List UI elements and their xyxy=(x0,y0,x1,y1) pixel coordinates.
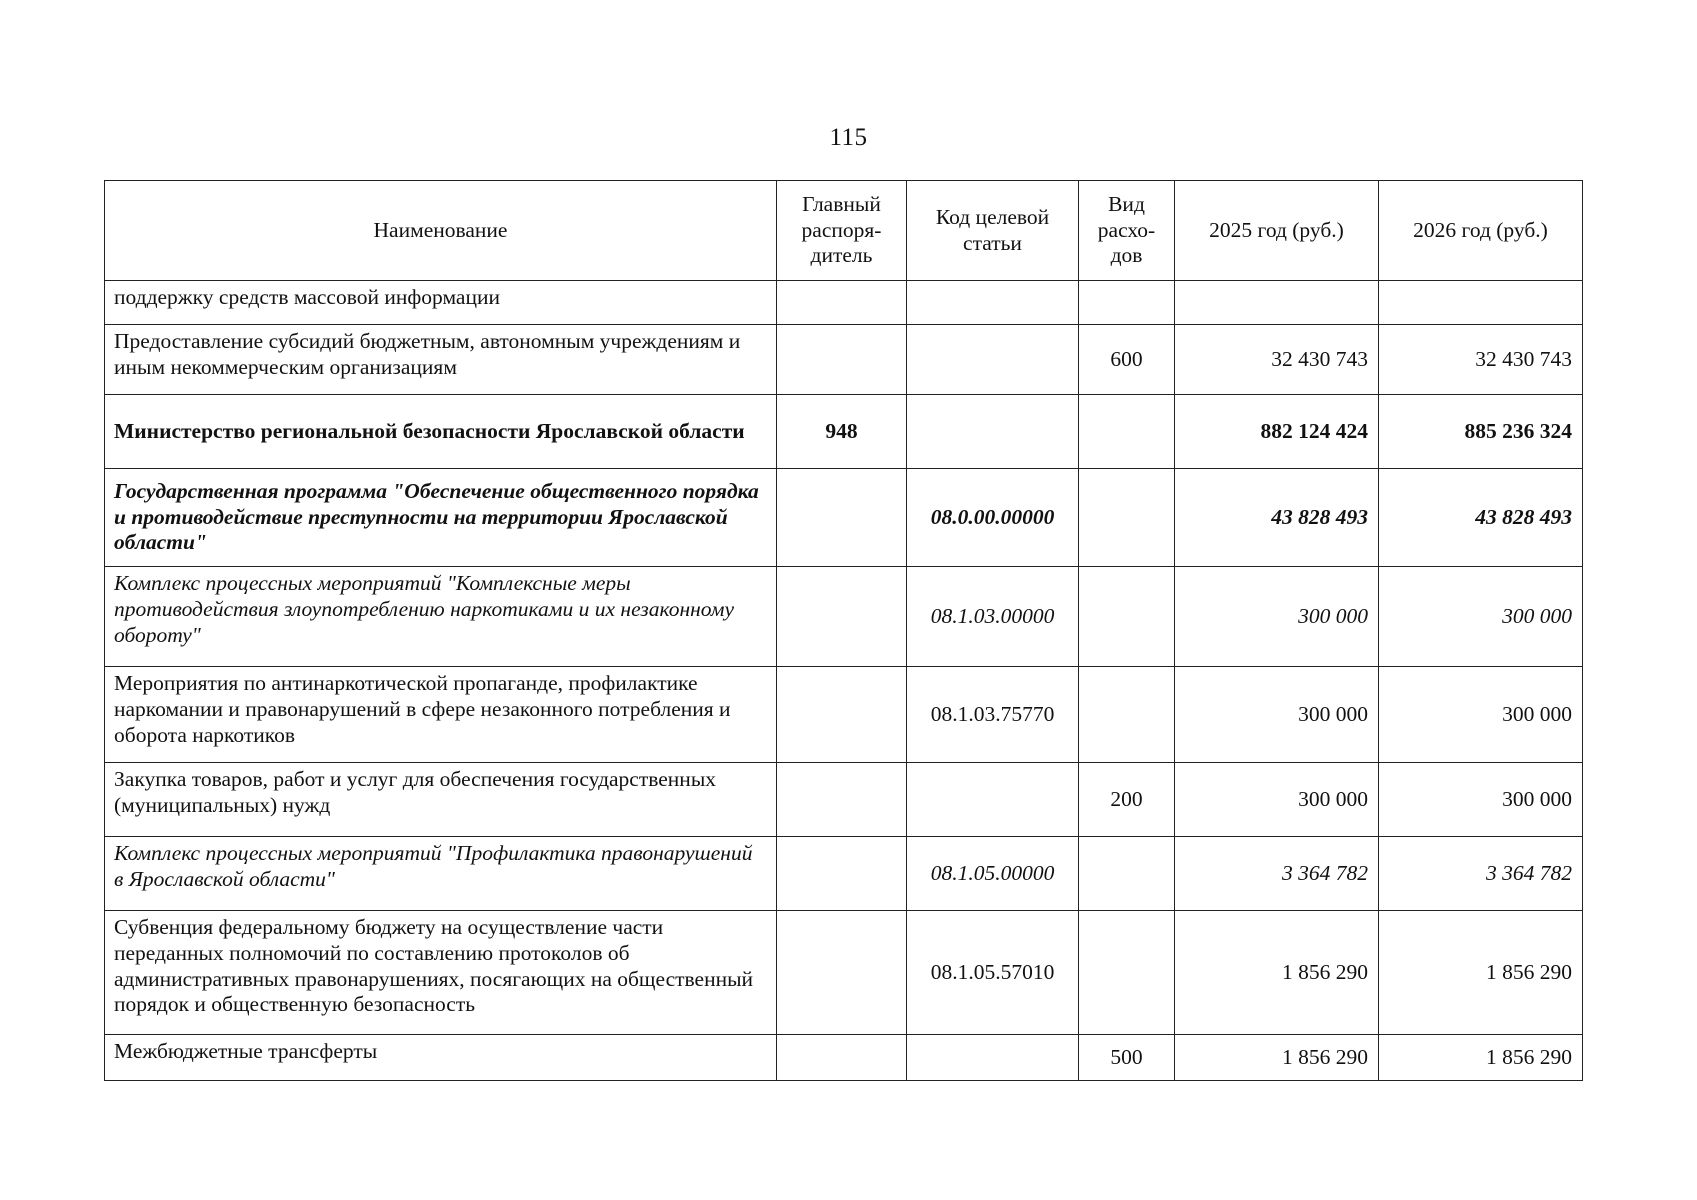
table-row xyxy=(105,911,1583,1035)
row-year-2025: 43 828 493 xyxy=(1175,469,1379,567)
row-year-2025: 300 000 xyxy=(1175,567,1379,667)
table-row xyxy=(105,325,1583,395)
header-expense-type: Вид расхо-дов xyxy=(1079,181,1175,281)
row-year-2025: 1 856 290 xyxy=(1175,1035,1379,1081)
row-manager xyxy=(777,763,907,837)
row-expense-type xyxy=(1079,395,1175,469)
row-year-2025: 882 124 424 xyxy=(1175,395,1379,469)
row-code: 08.1.05.57010 xyxy=(907,911,1079,1035)
row-year-2026: 300 000 xyxy=(1379,763,1583,837)
header-year-2025: 2025 год (руб.) xyxy=(1175,181,1379,281)
row-name: Мероприятия по антинаркотической пропаганде, профилактике наркомании и правонарушений в сфере незаконного потребления и оборота наркотиков xyxy=(105,667,777,763)
page-number: 115 xyxy=(829,124,868,151)
table-row xyxy=(105,1035,1583,1081)
row-manager xyxy=(777,567,907,667)
row-year-2026: 1 856 290 xyxy=(1379,1035,1583,1081)
row-expense-type xyxy=(1079,281,1175,325)
row-expense-type xyxy=(1079,837,1175,911)
row-name: Закупка товаров, работ и услуг для обеспечения государственных (муниципальных) нужд xyxy=(105,763,777,837)
header-name: Наименование xyxy=(105,181,777,281)
row-name: поддержку средств массовой информации xyxy=(105,281,777,325)
row-name: Государственная программа "Обеспечение общественного порядка и противодействие преступности на территории Ярославской области" xyxy=(105,469,777,567)
row-manager xyxy=(777,911,907,1035)
budget-table xyxy=(104,180,1583,1081)
table-row xyxy=(105,395,1583,469)
row-code xyxy=(907,395,1079,469)
row-name: Комплекс процессных мероприятий "Профилактика правонарушений в Ярославской области" xyxy=(105,837,777,911)
row-manager xyxy=(777,1035,907,1081)
row-year-2026 xyxy=(1379,281,1583,325)
row-expense-type: 500 xyxy=(1079,1035,1175,1081)
row-year-2026: 3 364 782 xyxy=(1379,837,1583,911)
row-expense-type xyxy=(1079,469,1175,567)
table-row xyxy=(105,567,1583,667)
table-header-row xyxy=(105,181,1583,281)
row-name: Предоставление субсидий бюджетным, автономным учреждениям и иным некоммерческим организациям xyxy=(105,325,777,395)
header-year-2026: 2026 год (руб.) xyxy=(1379,181,1583,281)
row-code: 08.0.00.00000 xyxy=(907,469,1079,567)
table-row xyxy=(105,469,1583,567)
row-name: Комплекс процессных мероприятий "Комплексные меры противодействия злоупотреблению наркотиками и их незаконному обороту" xyxy=(105,567,777,667)
row-expense-type: 600 xyxy=(1079,325,1175,395)
header-code: Код целевой статьи xyxy=(907,181,1079,281)
row-year-2025: 300 000 xyxy=(1175,763,1379,837)
table-row xyxy=(105,763,1583,837)
row-year-2025: 300 000 xyxy=(1175,667,1379,763)
row-code: 08.1.05.00000 xyxy=(907,837,1079,911)
row-expense-type: 200 xyxy=(1079,763,1175,837)
row-code xyxy=(907,1035,1079,1081)
row-code: 08.1.03.75770 xyxy=(907,667,1079,763)
row-year-2026: 300 000 xyxy=(1379,667,1583,763)
row-code xyxy=(907,281,1079,325)
row-year-2026: 885 236 324 xyxy=(1379,395,1583,469)
row-name: Субвенция федеральному бюджету на осуществление части переданных полномочий по составлению протоколов об административных правонарушениях, посягающих на общественный порядок и общественную безопасность xyxy=(105,911,777,1035)
row-year-2025: 3 364 782 xyxy=(1175,837,1379,911)
header-manager: Главный распоря-дитель xyxy=(777,181,907,281)
row-manager xyxy=(777,281,907,325)
row-expense-type xyxy=(1079,911,1175,1035)
row-manager xyxy=(777,325,907,395)
row-year-2026: 300 000 xyxy=(1379,567,1583,667)
row-code: 08.1.03.00000 xyxy=(907,567,1079,667)
row-year-2026: 43 828 493 xyxy=(1379,469,1583,567)
row-code xyxy=(907,763,1079,837)
row-year-2025 xyxy=(1175,281,1379,325)
table-row xyxy=(105,667,1583,763)
row-year-2025: 32 430 743 xyxy=(1175,325,1379,395)
row-manager xyxy=(777,837,907,911)
row-code xyxy=(907,325,1079,395)
row-expense-type xyxy=(1079,667,1175,763)
row-manager xyxy=(777,469,907,567)
row-manager xyxy=(777,667,907,763)
row-name: Министерство региональной безопасности Ярославской области xyxy=(105,395,777,469)
row-year-2026: 1 856 290 xyxy=(1379,911,1583,1035)
row-year-2025: 1 856 290 xyxy=(1175,911,1379,1035)
row-manager: 948 xyxy=(777,395,907,469)
row-name: Межбюджетные трансферты xyxy=(105,1035,777,1081)
table-row xyxy=(105,837,1583,911)
row-expense-type xyxy=(1079,567,1175,667)
row-year-2026: 32 430 743 xyxy=(1379,325,1583,395)
table-row xyxy=(105,281,1583,325)
